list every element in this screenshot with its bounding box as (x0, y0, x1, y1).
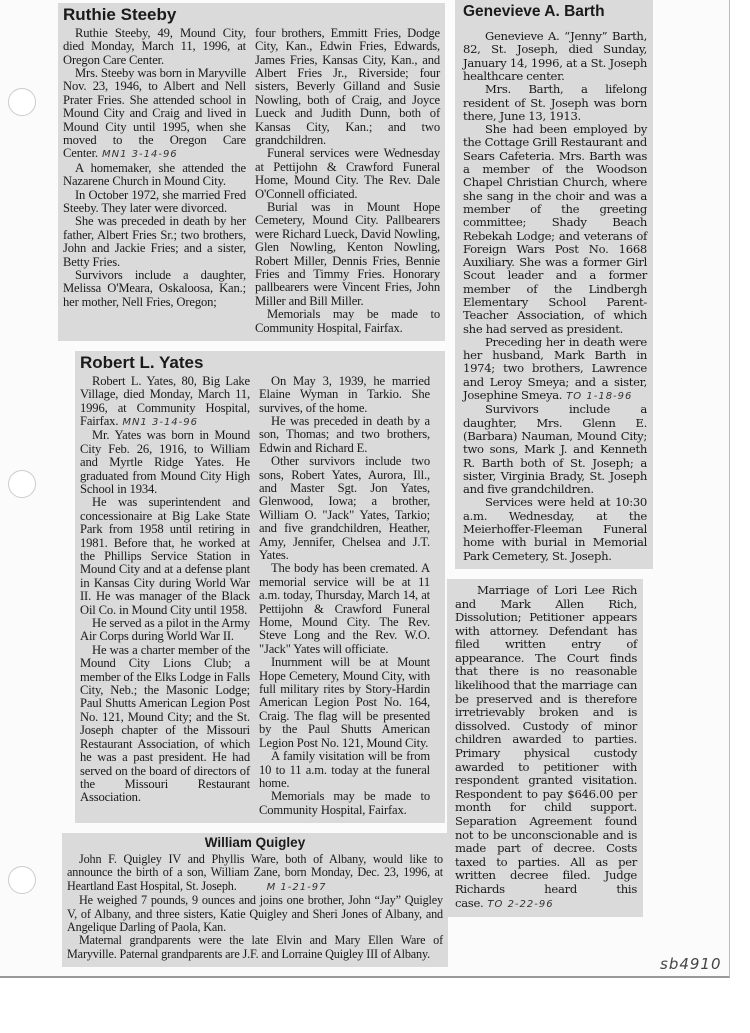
article-body (463, 30, 647, 563)
paragraph: A family visitation will be from 10 to 11 a.m. today at the funeral home. (259, 749, 430, 790)
paragraph: Survivors include a daughter, Melissa O'Meara, Oskaloosa, Kan.; her mother, Nell Fries, Oregon; (63, 268, 246, 309)
paragraph: four brothers, Emmitt Fries, Dodge City, Kan., Edwin Fries, Edwards, James Fries, Kansas City, Kan., and Albert Fries Jr., Riverside; four sisters, Beverly Gilland and Susie Nowling, both of Craig, and Joyce Lueck and Judith Dunn, both of Kansas City, Kan.; and two grandchildren. (255, 25, 440, 147)
handwritten-note: MN1 3-14-96 (122, 416, 199, 428)
paragraph: The body has been cremated. A memorial service will be at 11 a.m. today, Thursday, March 14, at Pettijohn & Crawford Funeral Home, Mound City. The Rev. Steve Long and the Rev. W.O. "Jack" Yates will officiate. (259, 561, 430, 656)
paragraph-text: Mrs. Steeby was born in Maryville Nov. 23, 1946, to Albert and Nell Prater Fries. She attended school in Mound City and Craig and lived in Mound City until 1995, when she moved to the Oregon Care Center. (63, 65, 246, 161)
paragraph: Memorials may be made to Community Hospital, Fairfax. (259, 789, 430, 817)
handwritten-note: MN1 3-14-96 (101, 149, 178, 161)
paragraph: He was preceded in death by a son, Thomas; and two brothers, Edwin and Richard E. (259, 413, 430, 455)
paragraph: Mr. Yates was born in Mound City Feb. 26, 1916, to William and Myrtle Ridge Yates. He graduated from Mound City High School in 1934. (80, 428, 250, 496)
paragraph: Survivors include a daughter, Mrs. Glenn E. (Barbara) Nauman, Mound City; two sons, Mark J. and Kenneth R. Barth both of St. Joseph; a sister, Virginia Brady, St. Joseph and five grandchildren. (463, 402, 647, 497)
paragraph: He weighed 7 pounds, 9 ounces and joins one brother, John “Jay” Quigley V, of Albany, and three sisters, Katie Quigley and Sheri Jones of Albany, and Angelique Darling of Paola, Kan. (67, 893, 443, 934)
paragraph (67, 853, 443, 894)
paragraph-text: Marriage of Lori Lee Rich and Mark Allen Rich, Dissolution; Petitioner appears with attorney. Defendant has filed written entry of appearance. The Court finds that there is no reasonable likelihood that the marriage can be preserved and is therefore irretrievably broken and is dissolved. Custody of minor children awarded to parties. Primary physical custody awarded to petitioner with respondent granted visitation. Respondent to pay $646.00 per month for child support. Separation Agreement found not to be unconscionable and is made part of decree. Costs taxed to parties. All as per written decree filed. Judge Richards heard this case. (455, 582, 637, 910)
birth-announcement-william-quigley (62, 833, 448, 967)
obituary-robert-yates (75, 351, 445, 823)
paragraph: Burial was in Mount Hope Cemetery, Mound City. Pallbearers were Richard Lueck, David Nowling, Glen Nowling, Kenton Nowling, Robert Miller, Dennis Fries, Bennie Fries and Timmy Fries. Honorary pallbearers were Vincent Fries, John Miller and Bill Miller. (255, 199, 440, 308)
obituary-ruthie-steeby (58, 3, 445, 341)
paragraph: Ruthie Steeby, 49, Mound City, died Monday, March 11, 1996, at Oregon Care Center. (63, 25, 246, 67)
paragraph: Mrs. Barth, a lifelong resident of St. Joseph was born there, June 13, 1913. (463, 82, 647, 123)
column-right (255, 27, 440, 335)
column-left (63, 27, 246, 310)
handwritten-page-mark: sb4910 (660, 955, 722, 973)
paragraph: A homemaker, she attended the Nazarene Church in Mound City. (63, 160, 246, 189)
obituary-genevieve-barth (455, 0, 653, 569)
paragraph-text: Robert L. Yates, 80, Big Lake Village, died Monday, March 11, 1996, at Community Hospital, Fairfax. (80, 373, 250, 428)
right-stack (455, 0, 655, 917)
paragraph: Services were held at 10:30 a.m. Wednesday, at the Meierhoffer-Fleeman Funeral home with burial in Memorial Park Cemetery, St. Joseph. (463, 495, 647, 563)
paragraph: On May 3, 1939, he married Elaine Wyman in Tarkio. She survives, of the home. (259, 373, 430, 415)
handwritten-note: TO 2-22-96 (487, 898, 554, 910)
paragraph: Memorials may be made to Community Hospital, Fairfax. (255, 307, 440, 335)
paragraph: He was a charter member of the Mound City Lions Club; a member of the Elks Lodge in Falls City, Neb.; the Masonic Lodge; Paul Shutts American Legion Post No. 121, Mound City; and the St. Joseph chapter of the Missouri Restaurant Association, of which he was a past president. He had served on the board of directors of the Missouri Restaurant Association. (80, 642, 250, 805)
paragraph: Inurnment will be at Mount Hope Cemetery, Mound City, with full military rites by Story-Hardin American Legion Post No. 164, Craig. The flag will be presented by the Paul Shutts American Legion Post No. 121, Mound City. (259, 655, 430, 750)
left-stack (58, 3, 448, 967)
punch-hole (8, 866, 36, 894)
paragraph: She was preceded in death by her father, Albert Fries Sr.; two brothers, John and Jackie Fries; and a sister, Betty Fries. (63, 214, 246, 269)
paragraph-text: Preceding her in death were her husband, Mark Barth in 1974; two brothers, Lawrence and Leroy Smeya; and a sister, Josephine Smeya. (463, 334, 647, 403)
paragraph: He served as a pilot in the Army Air Corps during World War II. (80, 616, 250, 644)
paragraph: Maternal grandparents were the late Elvin and Mary Ellen Ware of Maryville. Paternal grandparents are J.F. and Lorraine Quigley III of Albany. (67, 933, 443, 961)
paragraph: Other survivors include two sons, Robert Yates, Aurora, Ill., and Master Sgt. Jon Yates, Glenwood, Iowa; a brother, William O. "Jack" Yates, Tarkio; and five grandchildren, Heather, Amy, Jennifer, Chelsea and J.T. Yates. (259, 454, 430, 562)
paragraph: In October 1972, she married Fred Steeby. They later were divorced. (63, 187, 246, 215)
paragraph-text: John F. Quigley IV and Phyllis Ware, both of Albany, would like to announce the birth of a son, William Zane, born Monday, Dec. 23, 1996, at Heartland East Hospital, St. Joseph. (67, 851, 443, 893)
punch-hole (8, 470, 36, 498)
paragraph: Genevieve A. “Jenny” Barth, 82, St. Joseph, died Sunday, January 14, 1996, at a St. Joseph healthcare center. (463, 29, 647, 83)
court-notice-marriage-dissolution (447, 579, 643, 917)
handwritten-note: TO 1-18-96 (566, 391, 633, 403)
obituary-title: Ruthie Steeby (63, 5, 177, 24)
paragraph: He was superintendent and concessionaire at Big Lake State Park from 1958 until retiring in 1981. Before that, he worked at the Phillips Service Station in Mound City and at a defense plant in Kansas City during World War II. He was manager of the Black Oil Co. in Mound City until 1958. (80, 495, 250, 617)
paragraph: She had been employed by the Cottage Grill Restaurant and Sears Cafeteria. Mrs. Barth was a member of the Woodson Chapel Christian Church, where she sang in the choir and was a member of the greeting committee; Shady Beach Rebekah Lodge; and veterans of Foreign Wars Post No. 1668 Auxiliary. She was a former Girl Scout leader and a former member of the Lindbergh Elementary School Parent-Teacher Association, of which she had served as president. (463, 122, 647, 336)
paragraph: Funeral services were Wednesday at Pettijohn & Crawford Funeral Home, Mound City. The Rev. Dale O'Connell officiated. (255, 146, 440, 201)
punch-hole (8, 88, 36, 116)
paragraph (463, 336, 647, 403)
paragraph (63, 67, 246, 162)
obituary-title: Genevieve A. Barth (463, 3, 605, 20)
paragraph (80, 375, 250, 430)
article-body (67, 853, 443, 961)
column-right (259, 375, 430, 817)
article-body (455, 584, 637, 911)
column-left (80, 375, 250, 805)
paragraph (455, 584, 637, 911)
announcement-title: William Quigley (204, 835, 306, 851)
obituary-title: Robert L. Yates (80, 353, 204, 373)
handwritten-note: M 1-21-97 (266, 881, 327, 893)
